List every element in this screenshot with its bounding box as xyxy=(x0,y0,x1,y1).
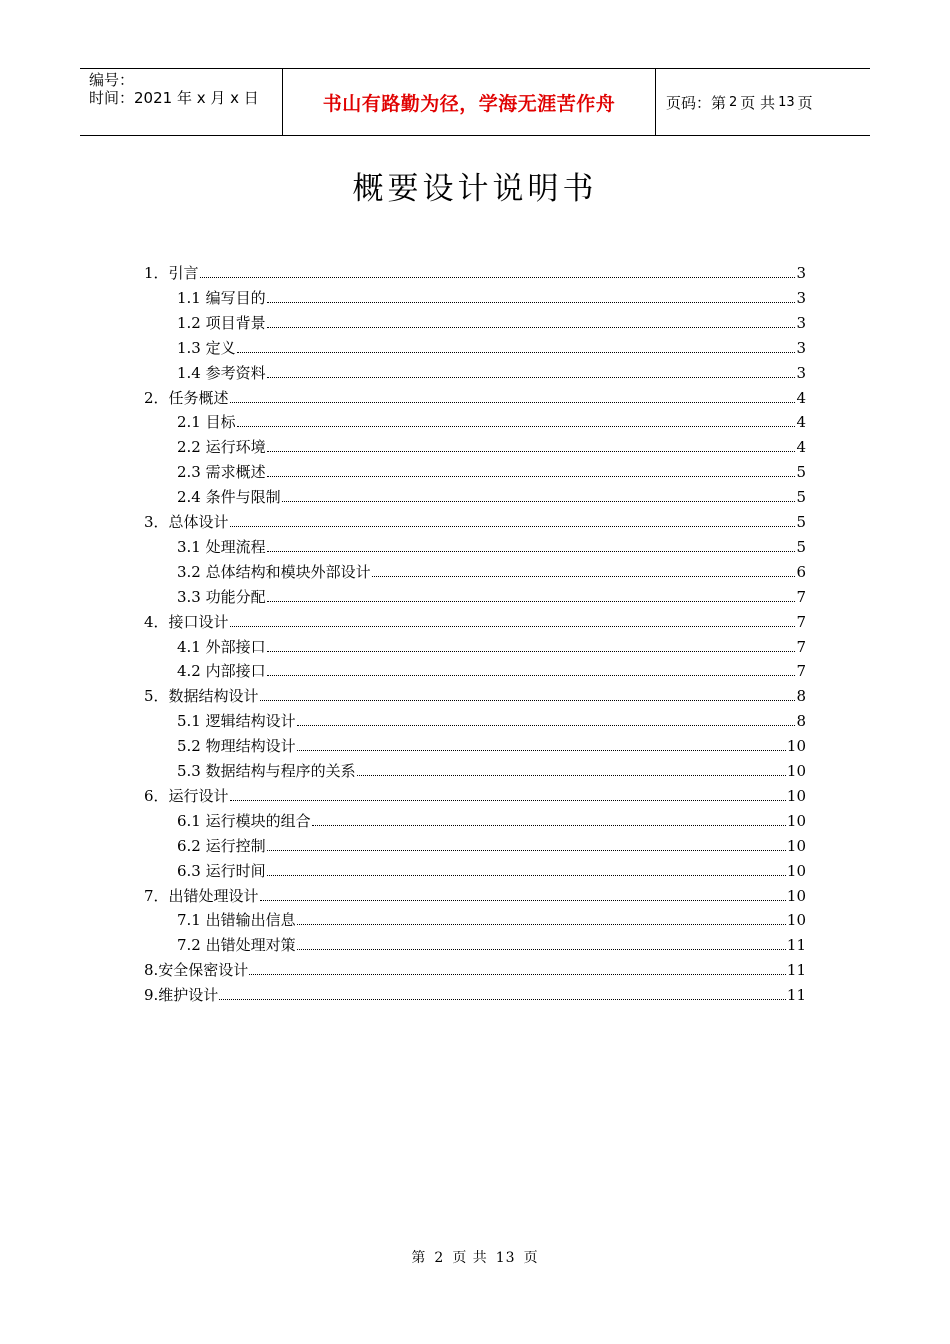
toc-entry[interactable] xyxy=(177,931,806,956)
toc-entry-label: 4．接口设计 xyxy=(144,612,229,631)
toc-dot-leader xyxy=(312,824,786,826)
document-title: 概要设计说明书 xyxy=(352,171,598,207)
document-date-label: 时间：2021 年 x 月 x 日 xyxy=(89,89,259,107)
footer-current-page: 2 xyxy=(434,1250,445,1266)
toc-entry-page: 11 xyxy=(786,986,806,1005)
toc-dot-leader xyxy=(249,973,786,975)
toc-dot-leader xyxy=(230,799,786,801)
header-motto: 书山有路勤为径，学海无涯苦作舟 xyxy=(322,92,616,115)
toc-dot-leader xyxy=(260,699,796,701)
toc-dot-leader xyxy=(267,874,786,876)
toc-entry[interactable] xyxy=(177,483,806,508)
toc-dot-leader xyxy=(237,351,796,353)
toc-entry[interactable] xyxy=(177,657,806,682)
toc-entry[interactable] xyxy=(177,458,806,483)
toc-dot-leader xyxy=(267,849,786,851)
toc-entry-label: 2.4 条件与限制 xyxy=(177,488,281,507)
header-page-suffix: 页 xyxy=(797,93,813,112)
toc-dot-leader xyxy=(297,724,796,726)
toc-entry[interactable] xyxy=(144,608,806,633)
toc-entry-page: 10 xyxy=(786,762,806,780)
toc-dot-leader xyxy=(267,301,796,303)
toc-entry-label: 3.2 总体结构和模块外部设计 xyxy=(177,562,371,581)
toc-entry[interactable] xyxy=(177,309,806,334)
toc-entry-label: 4.1 外部接口 xyxy=(177,637,266,656)
toc-entry-label: 1．引言 xyxy=(144,264,199,282)
toc-entry[interactable] xyxy=(177,558,806,583)
toc-entry-label: 1.2 项目背景 xyxy=(177,313,266,332)
toc-dot-leader xyxy=(230,401,796,403)
page-header xyxy=(80,68,870,136)
toc-dot-leader xyxy=(267,550,796,552)
header-page-mid: 页 共 xyxy=(740,93,776,112)
toc-entry-page: 5 xyxy=(796,463,806,482)
footer-suffix: 页 xyxy=(523,1250,539,1266)
toc-dot-leader xyxy=(297,923,786,925)
toc-entry[interactable] xyxy=(177,633,806,658)
toc-entry-label: 6.1 运行模块的组合 xyxy=(177,811,311,830)
toc-entry-page: 7 xyxy=(796,662,806,681)
toc-entry-label: 1.4 参考资料 xyxy=(177,363,266,382)
toc-entry-label: 1.1 编写目的 xyxy=(177,288,266,307)
header-page-prefix: 页码：第 xyxy=(666,93,727,112)
header-page-current: 2 xyxy=(729,94,738,110)
toc-entry-label: 9.维护设计 xyxy=(144,986,219,1005)
toc-dot-leader xyxy=(230,525,796,527)
toc-dot-leader xyxy=(267,475,796,477)
toc-entry[interactable] xyxy=(177,807,806,832)
toc-dot-leader xyxy=(267,450,796,452)
toc-entry-label: 5.3 数据结构与程序的关系 xyxy=(177,762,356,780)
toc-entry-page: 4 xyxy=(796,438,806,457)
toc-entry-label: 4.2 内部接口 xyxy=(177,662,266,681)
toc-entry[interactable] xyxy=(144,782,806,807)
toc-dot-leader xyxy=(237,425,796,427)
document-number-label: 编号： xyxy=(89,71,135,89)
toc-entry-label: 6.2 运行控制 xyxy=(177,836,266,855)
toc-entry-page: 8 xyxy=(796,687,806,706)
toc-entry-page: 7 xyxy=(796,637,806,656)
toc-entry-page: 3 xyxy=(796,264,806,282)
toc-entry[interactable] xyxy=(144,682,806,707)
header-motto-cell xyxy=(282,69,656,135)
toc-entry-page: 5 xyxy=(796,537,806,556)
toc-entry[interactable] xyxy=(177,832,806,857)
toc-entry-page: 3 xyxy=(796,313,806,332)
toc-entry-page: 8 xyxy=(796,712,806,731)
toc-entry-page: 10 xyxy=(786,811,806,830)
toc-entry[interactable] xyxy=(144,508,806,533)
toc-entry-page: 3 xyxy=(796,288,806,307)
toc-entry-page: 11 xyxy=(786,961,806,980)
toc-entry-page: 5 xyxy=(796,513,806,531)
toc-entry-page: 4 xyxy=(796,388,806,407)
toc-dot-leader xyxy=(200,276,796,278)
toc-entry-page: 10 xyxy=(786,786,806,805)
toc-entry[interactable] xyxy=(177,433,806,458)
toc-entry-label: 5.2 物理结构设计 xyxy=(177,737,296,756)
header-page-cell xyxy=(656,69,870,135)
toc-entry[interactable] xyxy=(177,857,806,882)
toc-entry[interactable] xyxy=(144,259,806,284)
toc-dot-leader xyxy=(230,625,796,627)
toc-entry[interactable] xyxy=(144,882,806,907)
toc-entry-page: 10 xyxy=(786,861,806,880)
toc-entry-page: 3 xyxy=(796,338,806,357)
toc-entry-label: 3.3 功能分配 xyxy=(177,587,266,606)
toc-entry[interactable] xyxy=(177,583,806,608)
toc-entry[interactable] xyxy=(144,981,806,1006)
toc-entry-label: 5.1 逻辑结构设计 xyxy=(177,712,296,731)
toc-entry-label: 5．数据结构设计 xyxy=(144,687,259,706)
toc-entry-label: 2．任务概述 xyxy=(144,388,229,407)
toc-dot-leader xyxy=(267,326,796,328)
toc-dot-leader xyxy=(267,376,796,378)
toc-entry-label: 7.1 出错输出信息 xyxy=(177,911,296,930)
toc-entry-page: 3 xyxy=(796,363,806,382)
toc-entry-label: 7．出错处理设计 xyxy=(144,886,259,905)
toc-entry-page: 10 xyxy=(786,836,806,855)
toc-entry-label: 2.3 需求概述 xyxy=(177,463,266,482)
toc-dot-leader xyxy=(267,600,796,602)
toc-entry[interactable] xyxy=(144,384,806,409)
toc-entry[interactable] xyxy=(177,757,806,782)
toc-dot-leader xyxy=(219,998,786,1000)
toc-entry-label: 3.1 处理流程 xyxy=(177,537,266,556)
toc-dot-leader xyxy=(297,749,786,751)
toc-entry-label: 7.2 出错处理对策 xyxy=(177,936,296,955)
toc-entry-page: 10 xyxy=(786,886,806,905)
toc-entry-page: 6 xyxy=(796,562,806,581)
header-meta-cell xyxy=(80,69,282,135)
toc-entry-page: 10 xyxy=(786,911,806,930)
toc-dot-leader xyxy=(282,500,796,502)
page-footer xyxy=(0,1247,950,1267)
toc-entry-label: 3．总体设计 xyxy=(144,513,229,531)
toc-entry[interactable] xyxy=(177,906,806,931)
toc-dot-leader xyxy=(267,674,796,676)
toc-entry-page: 7 xyxy=(796,587,806,606)
header-page-total: 13 xyxy=(778,94,795,110)
toc-entry[interactable] xyxy=(177,334,806,359)
toc-entry-label: 2.2 运行环境 xyxy=(177,438,266,457)
toc-dot-leader xyxy=(357,774,786,776)
toc-entry-label: 2.1 目标 xyxy=(177,413,236,432)
toc-entry[interactable] xyxy=(177,408,806,433)
toc-entry-label: 8.安全保密设计 xyxy=(144,961,249,980)
toc-entry[interactable] xyxy=(177,359,806,384)
toc-entry[interactable] xyxy=(177,707,806,732)
toc-entry[interactable] xyxy=(177,533,806,558)
toc-dot-leader xyxy=(267,650,796,652)
toc-entry-label: 1.3 定义 xyxy=(177,338,236,357)
toc-entry[interactable] xyxy=(144,956,806,981)
toc-entry-page: 10 xyxy=(786,737,806,756)
toc-entry-label: 6.3 运行时间 xyxy=(177,861,266,880)
footer-mid: 页 共 xyxy=(452,1250,488,1266)
toc-entry-page: 11 xyxy=(786,936,806,955)
toc-entry[interactable] xyxy=(177,732,806,757)
toc-dot-leader xyxy=(372,575,796,577)
toc-dot-leader xyxy=(297,948,786,950)
toc-dot-leader xyxy=(260,899,786,901)
toc-entry-page: 4 xyxy=(796,413,806,432)
footer-total-pages: 13 xyxy=(495,1250,516,1266)
toc-entry[interactable] xyxy=(177,284,806,309)
toc-entry-page: 5 xyxy=(796,488,806,507)
toc-entry-page: 7 xyxy=(796,612,806,631)
footer-prefix: 第 xyxy=(411,1250,427,1266)
toc-entry-label: 6．运行设计 xyxy=(144,786,229,805)
